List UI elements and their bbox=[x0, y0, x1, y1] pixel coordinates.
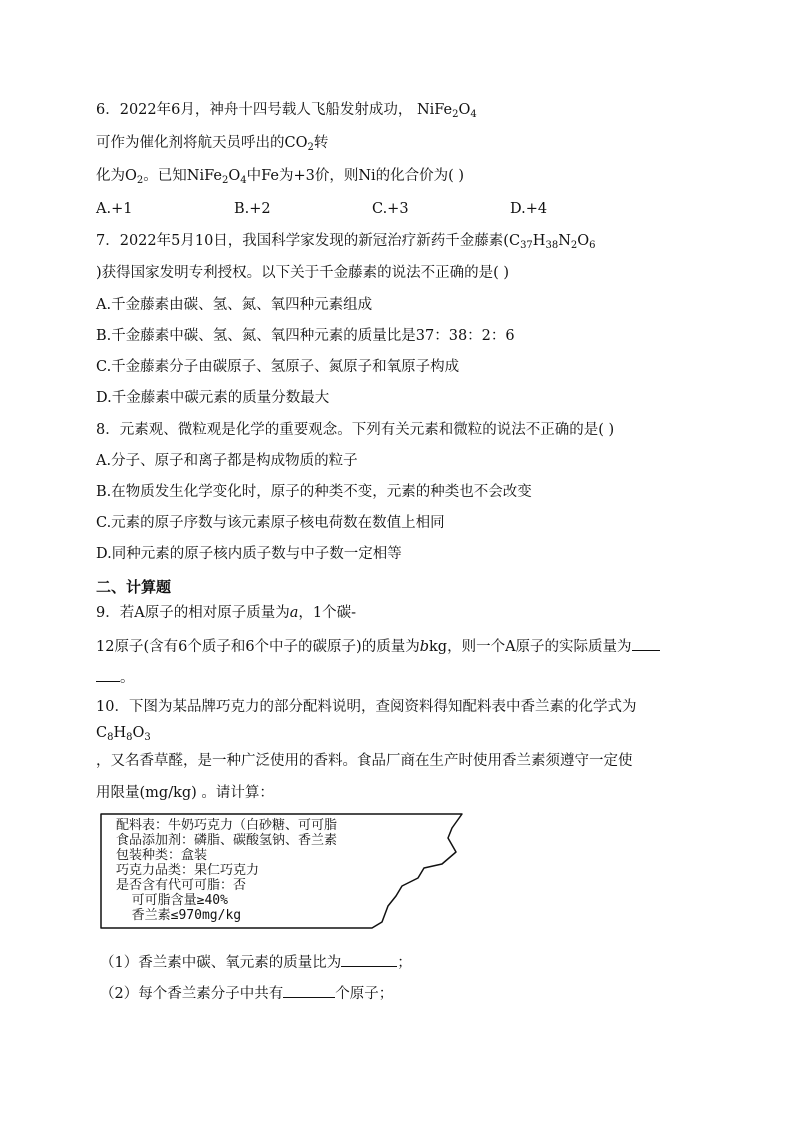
q7-line1: 7．2022年5月10日，我国科学家发现的新冠治疗新药千金藤素($C_{37}H_{38}N_2O_6$ bbox=[96, 233, 596, 251]
label-line: 巧克力品类：果仁巧克力 bbox=[116, 863, 260, 878]
q7-option-d[interactable]: D.千金藤素中碳元素的质量分数最大 bbox=[96, 390, 330, 406]
q9-answer-blank[interactable] bbox=[632, 636, 660, 651]
label-line: 包装种类：盒装 bbox=[116, 848, 208, 863]
q10-line3: ，又名香草醛，是一种广泛使用的香料。食品厂商在生产时使用香兰素须遵守一定使 bbox=[96, 753, 633, 769]
q10-line4: 用限量(mg/kg) 。请计算： bbox=[96, 785, 274, 801]
label-line: 香兰素≤970mg/kg bbox=[116, 908, 242, 923]
q6-line3: 化为$O_2$。已知$NiFe_2O_4$中Fe为+3价，则Ni的化合价为( ) bbox=[96, 168, 465, 186]
q10-sub1: （1）香兰素中碳、氧元素的质量比为 ； bbox=[100, 952, 412, 972]
section-heading: 二、计算题 bbox=[96, 578, 172, 596]
q6-line2: 可作为催化剂将航天员呼出的$CO_2$转 bbox=[96, 135, 329, 153]
q7-option-b[interactable]: B.千金藤素中碳、氢、氮、氧四种元素的质量比是37：38：2：6 bbox=[96, 328, 515, 344]
ingredient-label-figure bbox=[100, 812, 468, 930]
q10-line1: 10．下图为某品牌巧克力的部分配料说明，查阅资料得知配料表中香兰素的化学式为 bbox=[96, 699, 637, 715]
label-line: 可可脂含量≥40% bbox=[116, 893, 228, 908]
q6-line1 bbox=[96, 101, 477, 119]
q6-option-d[interactable]: D.+4 bbox=[510, 201, 548, 217]
q9-line1: 9．若A原子的相对原子质量为a，1个碳- bbox=[96, 605, 356, 621]
q10-sub2: （2）每个香兰素分子中共有 个原子； bbox=[100, 983, 393, 1003]
q8-stem: 8．元素观、微粒观是化学的重要观念。下列有关元素和微粒的说法不正确的是( ) bbox=[96, 422, 615, 438]
q7-option-a[interactable]: A.千金藤素由碳、氢、氮、氧四种元素组成 bbox=[96, 297, 373, 313]
q6-formula: $NiFe_2O_4$ bbox=[416, 102, 477, 120]
q10-formula: $C_8H_8O_3$ bbox=[96, 725, 151, 743]
q8-option-a[interactable]: A.分子、原子和离子都是构成物质的粒子 bbox=[96, 453, 358, 469]
label-line: 食品添加剂：磷脂、碳酸氢钠、香兰素 bbox=[116, 833, 338, 848]
q6-options bbox=[96, 200, 696, 218]
q10-sub1-blank[interactable] bbox=[341, 952, 397, 967]
q9-line2: 12原子(含有6个质子和6个中子的碳原子)的质量为bkg，则一个A原子的实际质量为 bbox=[96, 636, 660, 656]
q9-line3: 。 bbox=[96, 667, 135, 687]
q6-option-b[interactable]: B.+2 bbox=[234, 201, 271, 217]
q7-line2: )获得国家发明专利授权。以下关于千金藤素的说法不正确的是( ) bbox=[96, 265, 510, 281]
q6-stem-text: 6．2022年6月，神舟十四号载人飞船发射成功， bbox=[96, 102, 413, 118]
q6-option-c[interactable]: C.+3 bbox=[372, 201, 409, 217]
q8-option-b[interactable]: B.在物质发生化学变化时，原子的种类不变，元素的种类也不会改变 bbox=[96, 484, 532, 500]
q8-option-c[interactable]: C.元素的原子序数与该元素原子核电荷数在数值上相同 bbox=[96, 515, 445, 531]
q9-answer-blank-cont[interactable] bbox=[96, 667, 120, 682]
q6-option-a[interactable]: A.+1 bbox=[96, 201, 133, 217]
label-line: 是否含有代可可脂：否 bbox=[116, 878, 247, 893]
label-line: 配料表：牛奶巧克力（白砂糖、可可脂 bbox=[116, 818, 338, 833]
q8-option-d[interactable]: D.同种元素的原子核内质子数与中子数一定相等 bbox=[96, 546, 402, 562]
q7-option-c[interactable]: C.千金藤素分子由碳原子、氢原子、氮原子和氧原子构成 bbox=[96, 359, 460, 375]
q10-sub2-blank[interactable] bbox=[283, 983, 335, 998]
